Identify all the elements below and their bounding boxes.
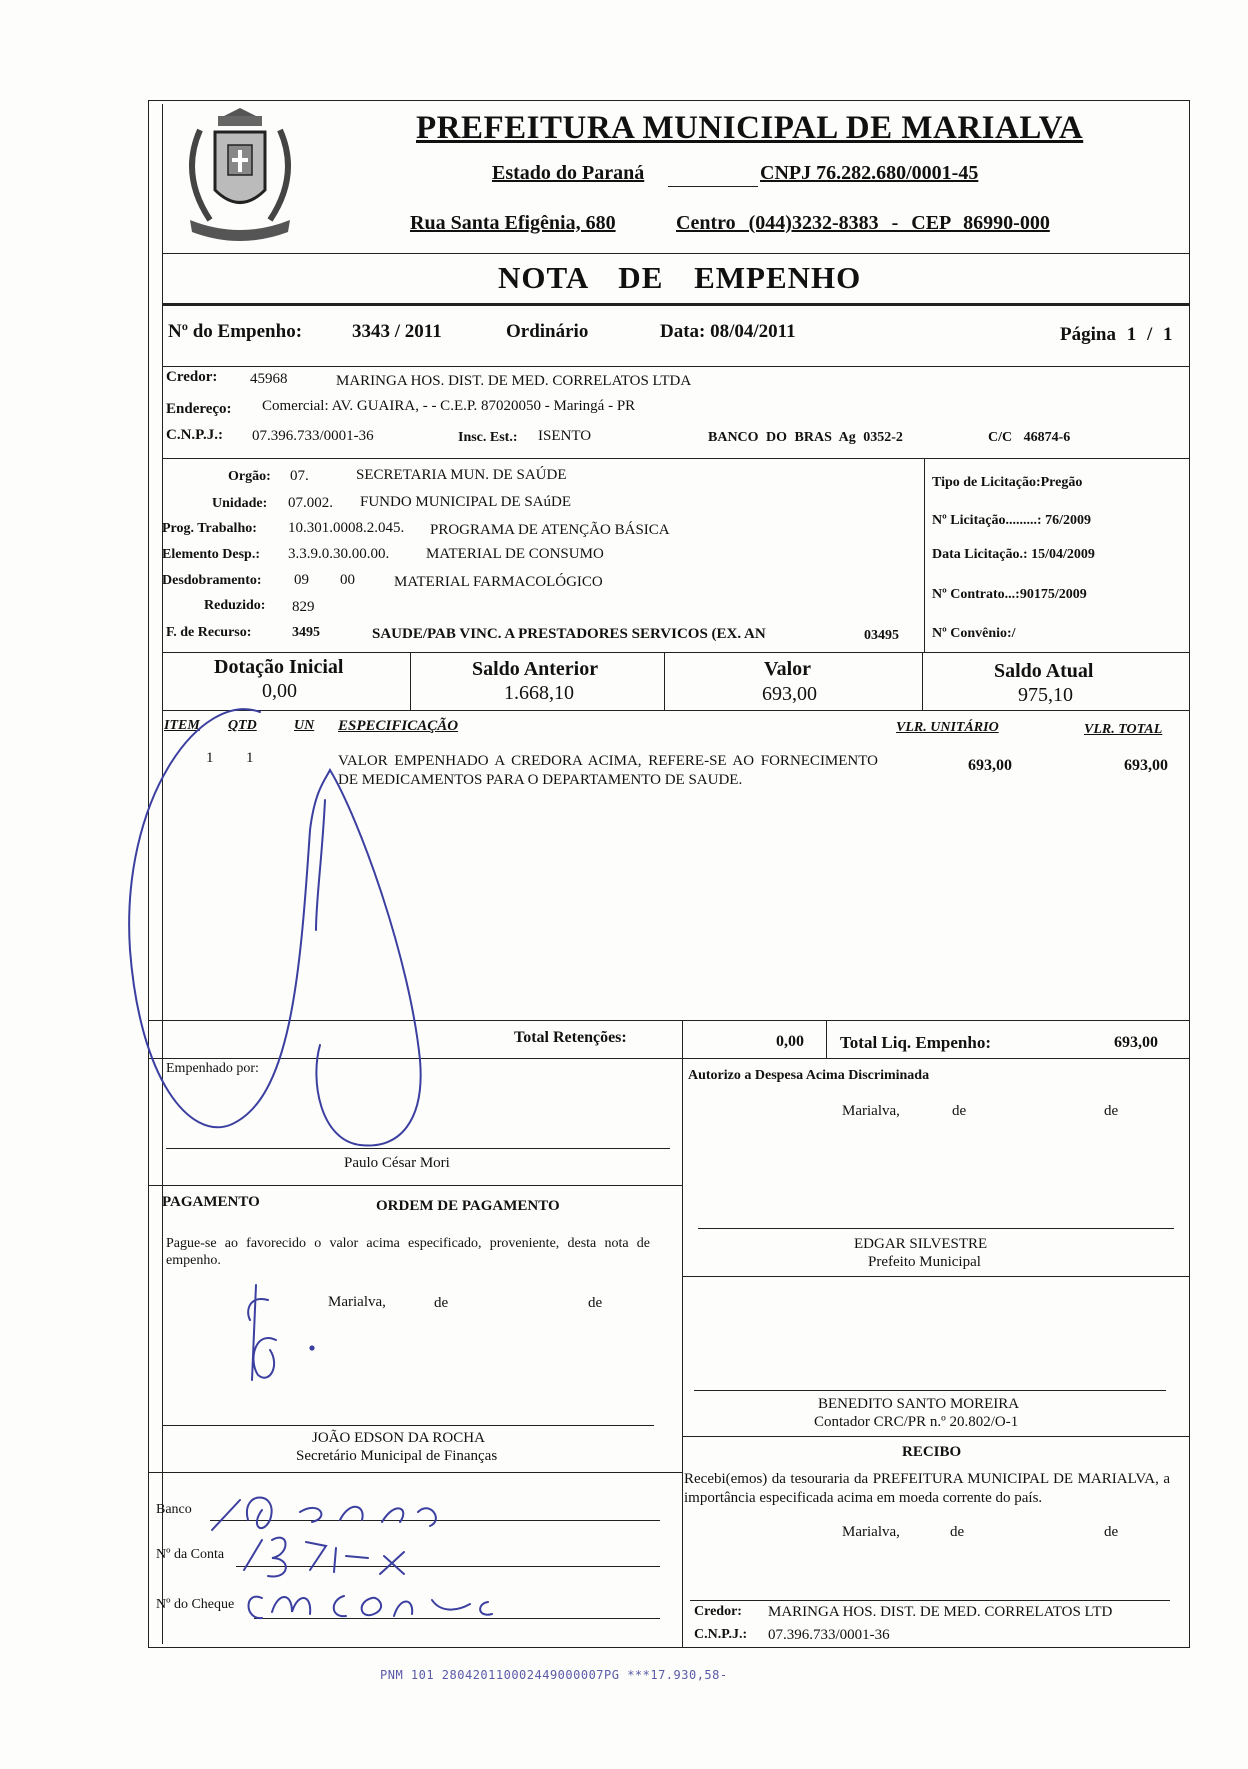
contador-name: BENEDITO SANTO MOREIRA: [818, 1396, 1020, 1412]
desdobramento-code2: 00: [340, 572, 355, 588]
pagamento-de-2: de: [588, 1295, 603, 1311]
dotacao-value: 0,00: [262, 680, 297, 702]
title-divider: [162, 303, 1190, 306]
credor-cnpj-label: C.N.P.J.:: [166, 427, 223, 443]
unidade-code: 07.002.: [288, 495, 333, 511]
address-rest-label: Centro (044)3232-8383 - CEP 86990-000: [676, 212, 1050, 234]
elemento-name: MATERIAL DE CONSUMO: [426, 546, 604, 562]
contador-role: Contador CRC/PR n.º 20.802/O-1: [814, 1414, 1019, 1430]
empenhado-label: Empenhado por:: [166, 1061, 259, 1076]
prefeito-name: EDGAR SILVESTRE: [854, 1236, 988, 1252]
pagamento-text: Pague-se ao favorecido o valor acima especificado, proveniente, desta nota de empenho.: [166, 1236, 650, 1268]
retencoes-top: [148, 1020, 1190, 1021]
frame-left-upper: [162, 104, 163, 1644]
liq-empenho-value: 693,00: [1114, 1034, 1158, 1051]
empenho-page: Página 1 / 1: [1060, 324, 1173, 345]
pagamento-de-1: de: [434, 1295, 449, 1311]
empenhado-signature-line: [166, 1148, 670, 1149]
credor-address-label: Endereço:: [166, 401, 232, 417]
licitacao-numero: Nº Licitação.........: 76/2009: [932, 513, 1091, 528]
licitacao-contrato: Nº Contrato...:90175/2009: [932, 587, 1087, 602]
empenho-number: 3343 / 2011: [352, 321, 442, 342]
banco-line: [210, 1520, 660, 1521]
conta-label: Nº da Conta: [156, 1547, 225, 1562]
contador-bottom: [682, 1436, 1190, 1437]
reduzido-label: Reduzido:: [204, 598, 266, 613]
credor-divider: [162, 458, 1190, 459]
prog-label: Prog. Trabalho:: [162, 521, 257, 536]
col-item: ITEM: [164, 718, 200, 733]
elemento-code: 3.3.9.0.30.00.00.: [288, 546, 390, 562]
contador-signature-line: [694, 1390, 1166, 1391]
recibo-credor: MARINGA HOS. DIST. DE MED. CORRELATOS LTD: [768, 1604, 1113, 1620]
licitacao-tipo: Tipo de Licitação:Pregão: [932, 475, 1083, 490]
col-especificacao: ESPECIFICAÇÃO: [338, 718, 459, 734]
pagamento-label: PAGAMENTO: [162, 1194, 260, 1210]
autorizo-label: Autorizo a Despesa Acima Discriminada: [688, 1068, 930, 1083]
recurso-code2: 03495: [864, 628, 899, 643]
cheque-line: [254, 1618, 660, 1619]
empenhado-name: Paulo César Mori: [344, 1155, 450, 1171]
recurso-code: 3495: [292, 625, 320, 640]
prefeito-role: Prefeito Municipal: [868, 1254, 981, 1270]
conta-line: [236, 1566, 660, 1567]
recurso-name: SAUDE/PAB VINC. A PRESTADORES SERVICOS (EX. AN: [372, 626, 766, 642]
col-un: UN: [294, 718, 315, 733]
credor-bank: BANCO DO BRAS Ag 0352-2: [708, 430, 903, 445]
street-label: Rua Santa Efigênia, 680: [410, 212, 616, 234]
recibo-place: Marialva,: [842, 1524, 900, 1540]
credor-address: Comercial: AV. GUAIRA, - - C.E.P. 87020050 - Maringá - PR: [262, 398, 636, 414]
ordem-pagamento-label: ORDEM DE PAGAMENTO: [376, 1198, 560, 1214]
col-qtd: QTD: [228, 718, 257, 733]
unidade-name: FUNDO MUNICIPAL DE SAúDE: [360, 494, 571, 510]
table-row-item: 1: [206, 750, 214, 766]
empenho-date: Data: 08/04/2011: [660, 321, 796, 342]
empenho-type: Ordinário: [506, 321, 589, 342]
state-label: Estado do Paraná: [492, 162, 645, 184]
coat-of-arms-icon: [170, 100, 310, 250]
recibo-cnpj-label: C.N.P.J.:: [694, 1627, 748, 1642]
autorizo-de-2: de: [1104, 1103, 1119, 1119]
orgao-label: Orgão:: [228, 469, 271, 484]
prefeito-signature-line: [698, 1228, 1174, 1229]
pagamento-place: Marialva,: [328, 1294, 386, 1310]
retencoes-bottom: [148, 1058, 1190, 1059]
table-row-qtd: 1: [246, 750, 254, 766]
totals-sep-1: [410, 652, 411, 710]
table-row-total: 693,00: [1124, 757, 1168, 774]
recibo-de-2: de: [1104, 1524, 1119, 1540]
dotacao-label: Dotação Inicial: [214, 656, 344, 678]
totals-divider: [162, 710, 1190, 711]
valor-label: Valor: [764, 658, 812, 680]
orgao-name: SECRETARIA MUN. DE SAÚDE: [356, 467, 567, 483]
lower-split: [682, 1058, 683, 1648]
liq-empenho-label: Total Liq. Empenho:: [840, 1033, 991, 1052]
orgao-code: 07.: [290, 468, 309, 484]
totals-sep-3: [922, 652, 923, 710]
credor-account: C/C 46874-6: [988, 430, 1071, 445]
credor-insc: ISENTO: [538, 428, 592, 444]
retencoes-label: Total Retenções:: [514, 1029, 627, 1046]
header-divider: [162, 253, 1190, 254]
secretario-signature-line: [162, 1425, 654, 1426]
recibo-text: Recebi(emos) da tesouraria da PREFEITURA MUNICIPAL DE MARIALVA, a importância especificada acima em moeda corrente do país.: [684, 1471, 1170, 1506]
recibo-de-1: de: [950, 1524, 965, 1540]
autorizo-place: Marialva,: [842, 1103, 900, 1119]
state-underline-ext: [668, 186, 758, 187]
desdobramento-label: Desdobramento:: [162, 573, 262, 588]
saldo-atual-value: 975,10: [1018, 684, 1073, 706]
credor-label: Credor:: [166, 369, 218, 385]
licitacao-convenio: Nº Convênio:/: [932, 626, 1016, 641]
recibo-credor-label: Credor:: [694, 1604, 742, 1619]
recibo-cnpj: 07.396.733/0001-36: [768, 1627, 890, 1643]
banco-label: Banco: [156, 1502, 192, 1517]
totals-sep-2: [664, 652, 665, 710]
retencoes-sep-1: [682, 1020, 683, 1058]
prog-name: PROGRAMA DE ATENÇÃO BÁSICA: [430, 522, 670, 538]
col-vlr-unitario: VLR. UNITÁRIO: [896, 720, 999, 735]
licitacao-data: Data Licitação.: 15/04/2009: [932, 547, 1095, 562]
reduzido-value: 829: [292, 599, 315, 615]
retencoes-sep-2: [826, 1020, 827, 1058]
saldo-anterior-label: Saldo Anterior: [472, 658, 599, 680]
recibo-divider: [690, 1600, 1170, 1601]
secretario-bottom: [148, 1472, 682, 1473]
secretario-role: Secretário Municipal de Finanças: [296, 1448, 498, 1464]
desdobramento-name: MATERIAL FARMACOLÓGICO: [394, 574, 603, 590]
cheque-label: Nº do Cheque: [156, 1597, 235, 1612]
table-row-unit: 693,00: [968, 757, 1012, 774]
credor-name: MARINGA HOS. DIST. DE MED. CORRELATOS LTDA: [336, 373, 692, 389]
empenhado-bottom: [148, 1185, 682, 1186]
retencoes-value: 0,00: [776, 1033, 804, 1050]
table-row-spec: VALOR EMPENHADO A CREDORA ACIMA, REFERE-SE AO FORNECIMENTO DE MEDICAMENTOS PARA O DEPARTAMENTO DE SAUDE.: [338, 753, 878, 788]
budget-divider: [162, 652, 1190, 653]
document-title: NOTA DE EMPENHO: [498, 260, 862, 295]
recurso-label: F. de Recurso:: [166, 625, 252, 640]
autorizo-de-1: de: [952, 1103, 967, 1119]
municipality-title: PREFEITURA MUNICIPAL DE MARIALVA: [416, 110, 1084, 146]
credor-insc-label: Insc. Est.:: [458, 430, 518, 445]
recibo-title: RECIBO: [902, 1444, 962, 1460]
unidade-label: Unidade:: [212, 496, 268, 511]
credor-cnpj: 07.396.733/0001-36: [252, 428, 374, 444]
empenho-number-label: Nº do Empenho:: [168, 321, 303, 342]
saldo-anterior-value: 1.668,10: [504, 682, 574, 704]
secretario-name: JOÃO EDSON DA ROCHA: [312, 1430, 485, 1446]
valor-value: 693,00: [762, 683, 817, 705]
empenho-divider: [162, 366, 1190, 367]
saldo-atual-label: Saldo Atual: [994, 660, 1094, 682]
cnpj-label: CNPJ 76.282.680/0001-45: [760, 162, 979, 184]
credor-code: 45968: [250, 371, 288, 387]
elemento-label: Elemento Desp.:: [162, 547, 260, 562]
prog-code: 10.301.0008.2.045.: [288, 520, 405, 536]
mechanical-stamp: PNM 101 280420110002449000007PG ***17.930,58-: [380, 1668, 728, 1682]
prefeito-bottom: [682, 1276, 1190, 1277]
col-vlr-total: VLR. TOTAL: [1084, 722, 1163, 737]
licitacao-divider: [924, 458, 925, 653]
desdobramento-code1: 09: [294, 572, 309, 588]
